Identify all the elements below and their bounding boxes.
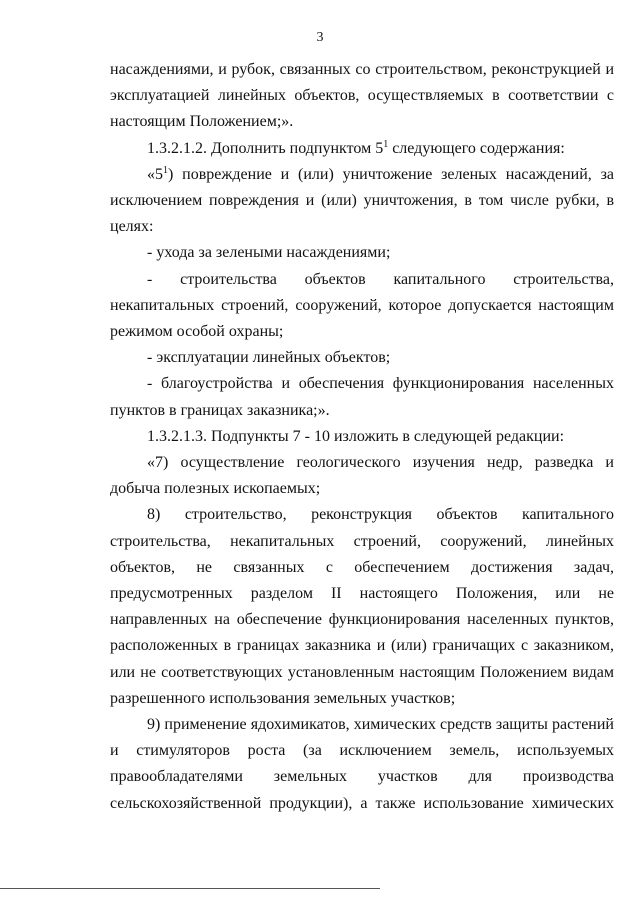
list-item-construction: - строительства объектов капитального строительства, некапитальных строений, сооружений, которое допускается настоящим режимом особой охраны; [110, 270, 614, 341]
text-run: «5 [147, 165, 163, 183]
paragraph-amendment-1-3-2-1-2 [110, 136, 614, 162]
paragraph-item-5-1 [110, 162, 614, 241]
text-run: ) повреждение и (или) уничтожение зеленых насаждений, за исключением повреждения и (или) уничтожения, в том числе рубки, в целях: [110, 165, 614, 236]
paragraph-continuation: насаждениями, и рубок, связанных со строительством, реконструкцией и эксплуатацией линейных объектов, осуществляемых в соответствии с настоящим Положением;». [110, 61, 614, 131]
paragraph-amendment-1-3-2-1-3: 1.3.2.1.3. Подпункты 7 - 10 изложить в следующей редакции: [147, 427, 565, 445]
superscript: 1 [383, 138, 389, 150]
document-body [110, 57, 614, 817]
paragraph-item-8: 8) строительство, реконструкция объектов капитального строительства, некапитальных строений, сооружений, линейных объектов, не связанных с обеспечением достижения задач, предусмотренных разделом II настоящего Положения, или не направленных на обеспечение функционирования населенных пунктов, расположенных в границах заказника и (или) граничащих с заказником, или не соответствующих установленным настоящим Положением видам разрешенного использования земельных участков; [110, 506, 614, 707]
list-item-operation: - эксплуатации линейных объектов; [147, 349, 391, 367]
paragraph-item-9: 9) применение ядохимикатов, химических средств защиты растений и стимуляторов роста (за исключением земель, используемых правообладателями земельных участков для производства сельскохозяйственной продукции), а также использование химических [110, 716, 614, 812]
superscript: 1 [163, 164, 168, 176]
footer-divider [0, 888, 380, 889]
text-run: 1.3.2.1.2. Дополнить подпунктом 5 [147, 139, 384, 157]
page-number: 3 [316, 30, 324, 45]
text-run: следующего содержания: [388, 139, 565, 157]
list-item-improvement: - благоустройства и обеспечения функционирования населенных пунктов в границах заказника;». [110, 375, 614, 419]
list-item-care: - ухода за зелеными насаждениями; [147, 244, 391, 262]
paragraph-item-7: «7) осуществление геологического изучения недр, разведка и добыча полезных ископаемых; [110, 454, 614, 498]
